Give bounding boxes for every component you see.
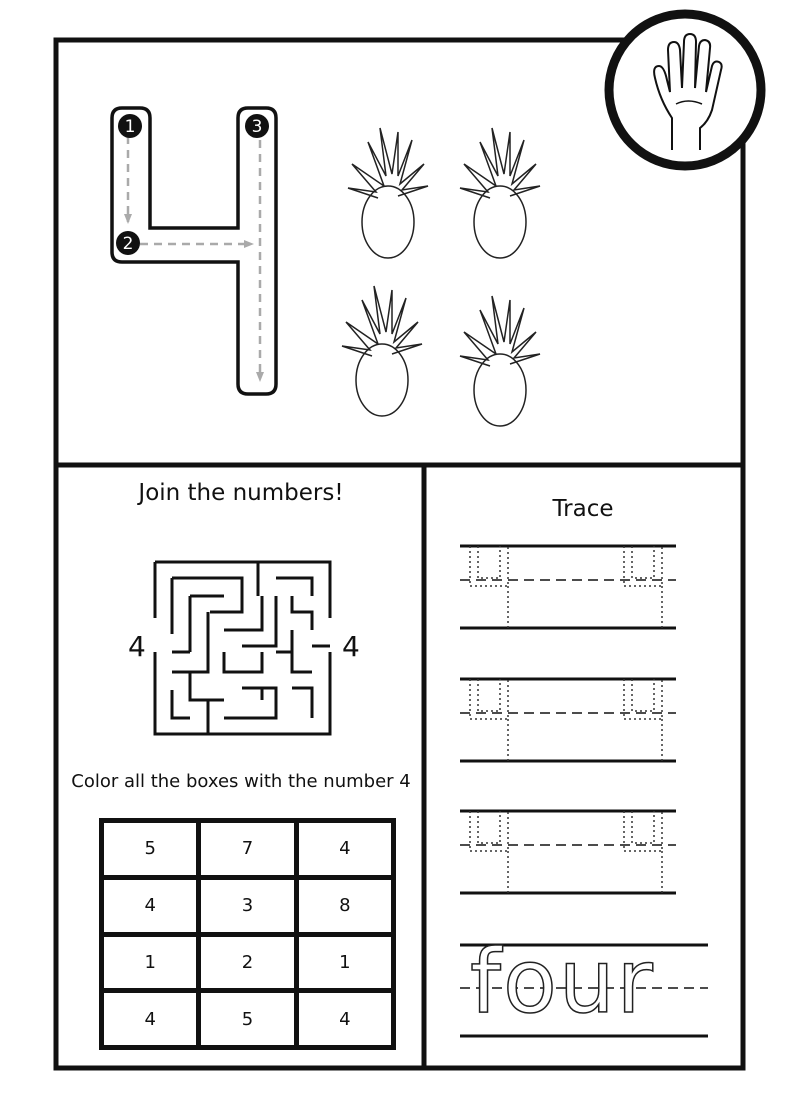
pineapple-icon bbox=[348, 128, 428, 258]
grid-cell[interactable]: 8 bbox=[296, 877, 393, 934]
grid-cell[interactable]: 4 bbox=[296, 821, 393, 878]
grid-row bbox=[102, 821, 394, 878]
pineapple-icon bbox=[460, 296, 540, 426]
trace-row-2 bbox=[460, 679, 676, 761]
pineapple-icon bbox=[342, 286, 422, 416]
pineapple-icon bbox=[460, 128, 540, 258]
maze-end-number: 4 bbox=[342, 630, 360, 663]
grid-row bbox=[102, 877, 394, 934]
svg-text:3: 3 bbox=[251, 117, 263, 137]
grid-row bbox=[102, 991, 394, 1048]
grid-cell[interactable]: 4 bbox=[102, 991, 199, 1048]
hand-sign-icon bbox=[609, 14, 761, 166]
grid-cell[interactable]: 5 bbox=[199, 991, 296, 1048]
grid-cell[interactable]: 4 bbox=[296, 991, 393, 1048]
grid-row bbox=[102, 934, 394, 991]
maze-start-number: 4 bbox=[128, 630, 146, 663]
svg-text:2: 2 bbox=[122, 234, 134, 254]
grid-cell[interactable]: 2 bbox=[199, 934, 296, 991]
trace-row-3 bbox=[460, 811, 676, 893]
stroke-step-1 bbox=[118, 114, 142, 138]
maze bbox=[155, 562, 330, 734]
color-grid bbox=[99, 818, 396, 1050]
stroke-step-2 bbox=[116, 231, 140, 255]
trace-title: Trace bbox=[552, 496, 614, 522]
maze-title: Join the numbers! bbox=[138, 480, 344, 506]
grid-cell[interactable]: 3 bbox=[199, 877, 296, 934]
trace-word: four bbox=[470, 930, 655, 1033]
grid-cell[interactable]: 1 bbox=[296, 934, 393, 991]
color-instruction: Color all the boxes with the number 4 bbox=[71, 771, 411, 792]
grid-cell[interactable]: 4 bbox=[102, 877, 199, 934]
stroke-step-3 bbox=[245, 114, 269, 138]
svg-text:1: 1 bbox=[124, 117, 136, 137]
grid-cell[interactable]: 7 bbox=[199, 821, 296, 878]
trace-row-1 bbox=[460, 546, 676, 628]
grid-cell[interactable]: 5 bbox=[102, 821, 199, 878]
grid-cell[interactable]: 1 bbox=[102, 934, 199, 991]
